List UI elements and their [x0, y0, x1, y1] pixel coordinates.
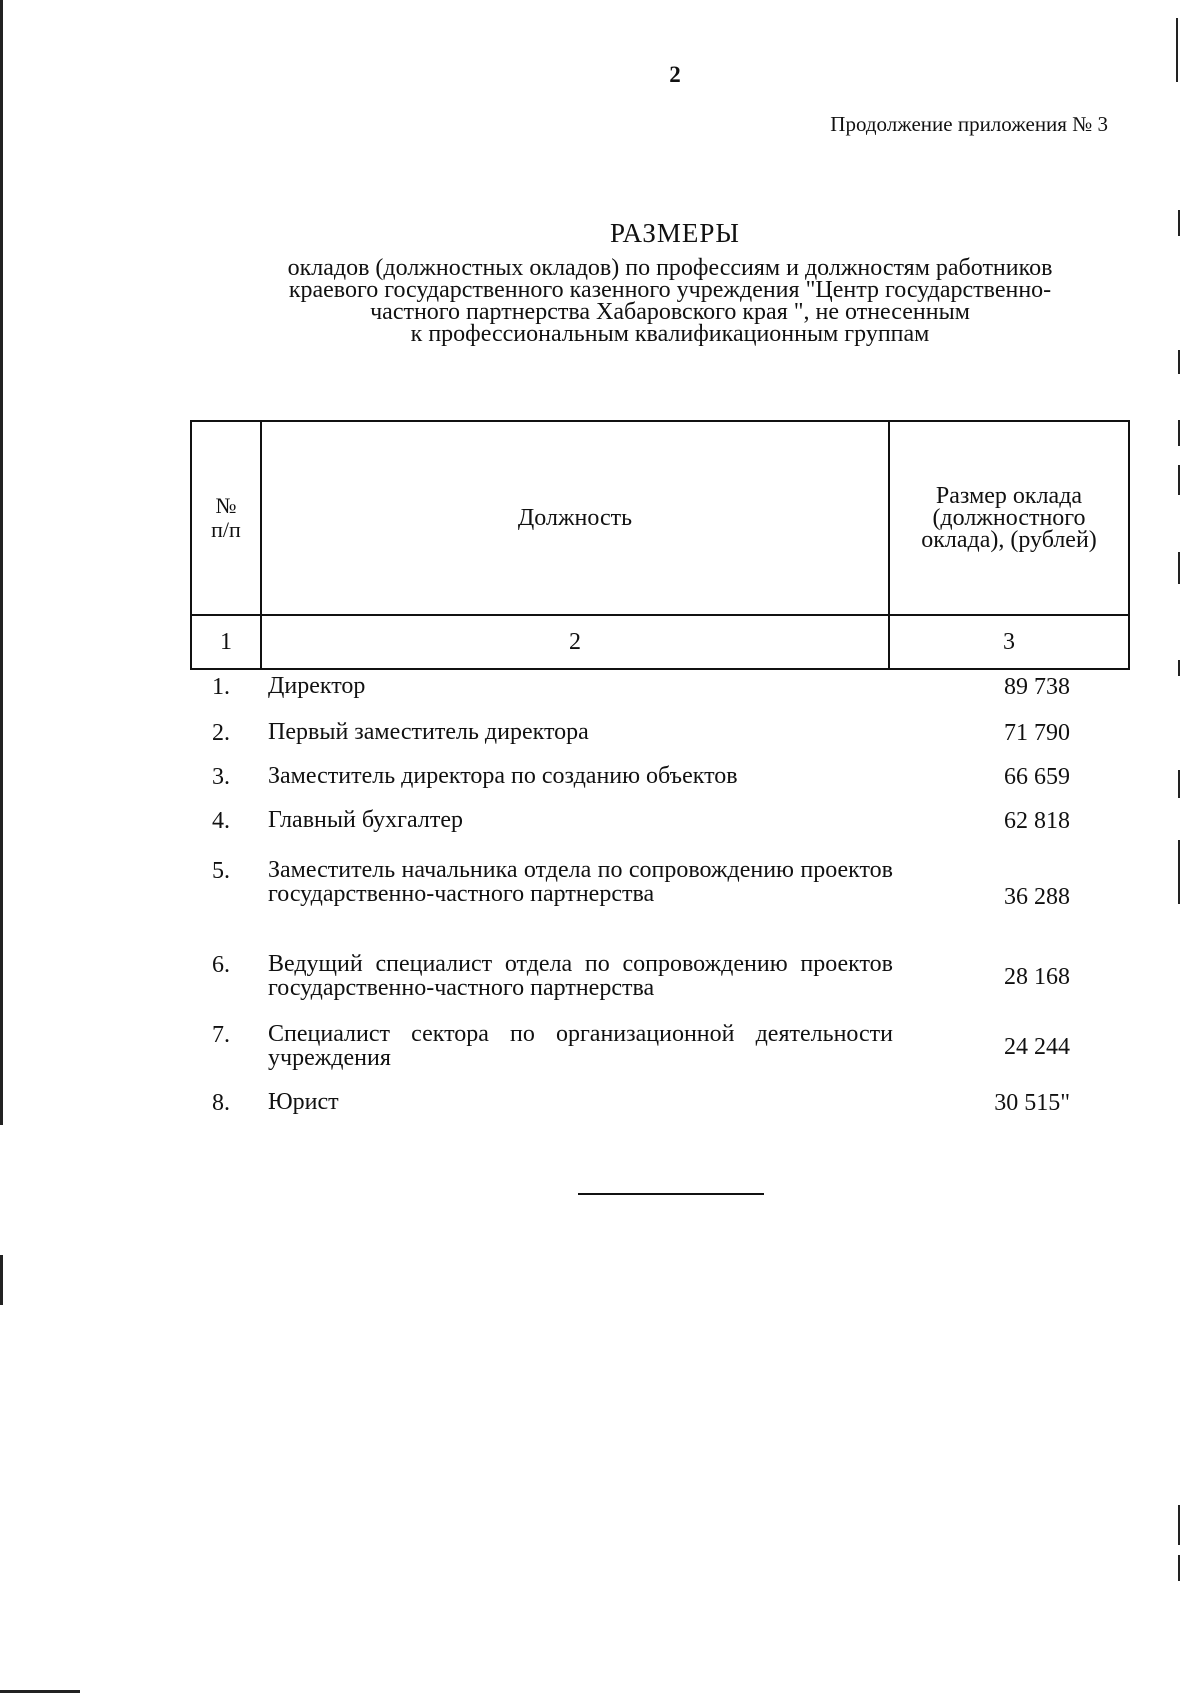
subtitle-line: частного партнерства Хабаровского края ", не отнесенным — [370, 299, 970, 325]
scan-mark-right — [1178, 465, 1180, 495]
scan-mark-right — [1178, 1555, 1180, 1581]
row-number: 5. — [212, 858, 230, 884]
scan-edge-bottom — [0, 1690, 80, 1693]
table-header-row — [191, 421, 1129, 615]
header-number — [191, 421, 261, 615]
salary-table-header — [190, 420, 1130, 670]
row-number: 7. — [212, 1022, 230, 1048]
scan-mark-right — [1176, 18, 1178, 82]
header-number-line: № — [215, 493, 237, 518]
subtitle-line: краевого государственного казенного учреждения "Центр государственно- — [288, 277, 1052, 303]
scan-mark-right — [1178, 420, 1180, 446]
end-rule — [578, 1193, 764, 1195]
row-number: 4. — [212, 808, 230, 834]
row-position: Главный бухгалтер — [268, 807, 463, 833]
row-position: Юрист — [268, 1089, 339, 1115]
row-salary: 24 244 — [1004, 1034, 1070, 1060]
row-salary: 28 168 — [1004, 964, 1070, 990]
header-salary — [889, 421, 1129, 615]
row-salary: 30 515" — [994, 1090, 1070, 1116]
header-salary-line: Размер оклада — [935, 483, 1083, 509]
document-title: РАЗМЕРЫ — [610, 218, 740, 248]
header-number-line: п/п — [211, 517, 241, 542]
scan-mark-right — [1178, 552, 1180, 584]
row-salary: 36 288 — [1004, 884, 1070, 910]
header-salary-line: (должностного — [932, 505, 1086, 531]
column-number: 3 — [889, 615, 1129, 669]
scan-mark-right — [1178, 840, 1180, 904]
scan-mark-right — [1178, 770, 1180, 798]
scan-mark-right — [1178, 1505, 1180, 1545]
row-number: 8. — [212, 1090, 230, 1116]
scan-mark-right — [1178, 350, 1180, 374]
row-position: Ведущий специалист отдела по сопровождению проектов государственно-частного партнерства — [268, 951, 893, 1001]
column-number-row — [191, 615, 1129, 669]
row-position: Первый заместитель директора — [268, 719, 589, 745]
row-number: 3. — [212, 764, 230, 790]
header-salary-line: оклада), (рублей) — [921, 527, 1097, 553]
subtitle-line: окладов (должностных окладов) по профессиям и должностям работников — [287, 255, 1053, 281]
document-subtitle — [210, 257, 1130, 345]
row-number: 2. — [212, 720, 230, 746]
row-number: 6. — [212, 952, 230, 978]
row-position: Специалист сектора по организационной деятельности учреждения — [268, 1021, 893, 1071]
scan-mark-right — [1178, 660, 1180, 676]
row-salary: 62 818 — [1004, 808, 1070, 834]
scan-mark-right — [1178, 210, 1180, 236]
scan-edge-left-lower — [0, 1255, 3, 1305]
row-position: Заместитель директора по созданию объектов — [268, 763, 738, 789]
row-salary: 66 659 — [1004, 764, 1070, 790]
scan-edge-left — [0, 0, 3, 1125]
subtitle-line: к профессиональным квалификационным группам — [410, 321, 930, 347]
page-number: 2 — [669, 62, 681, 87]
row-position: Директор — [268, 673, 366, 699]
row-number: 1. — [212, 674, 230, 700]
header-position: Должность — [261, 421, 889, 615]
appendix-reference: Продолжение приложения № 3 — [830, 112, 1108, 136]
column-number: 1 — [191, 615, 261, 669]
row-salary: 71 790 — [1004, 720, 1070, 746]
column-number: 2 — [261, 615, 889, 669]
row-position: Заместитель начальника отдела по сопровождению проектов государственно-частного партнерства — [268, 857, 893, 907]
row-salary: 89 738 — [1004, 674, 1070, 700]
salary-rows — [190, 674, 1128, 1134]
